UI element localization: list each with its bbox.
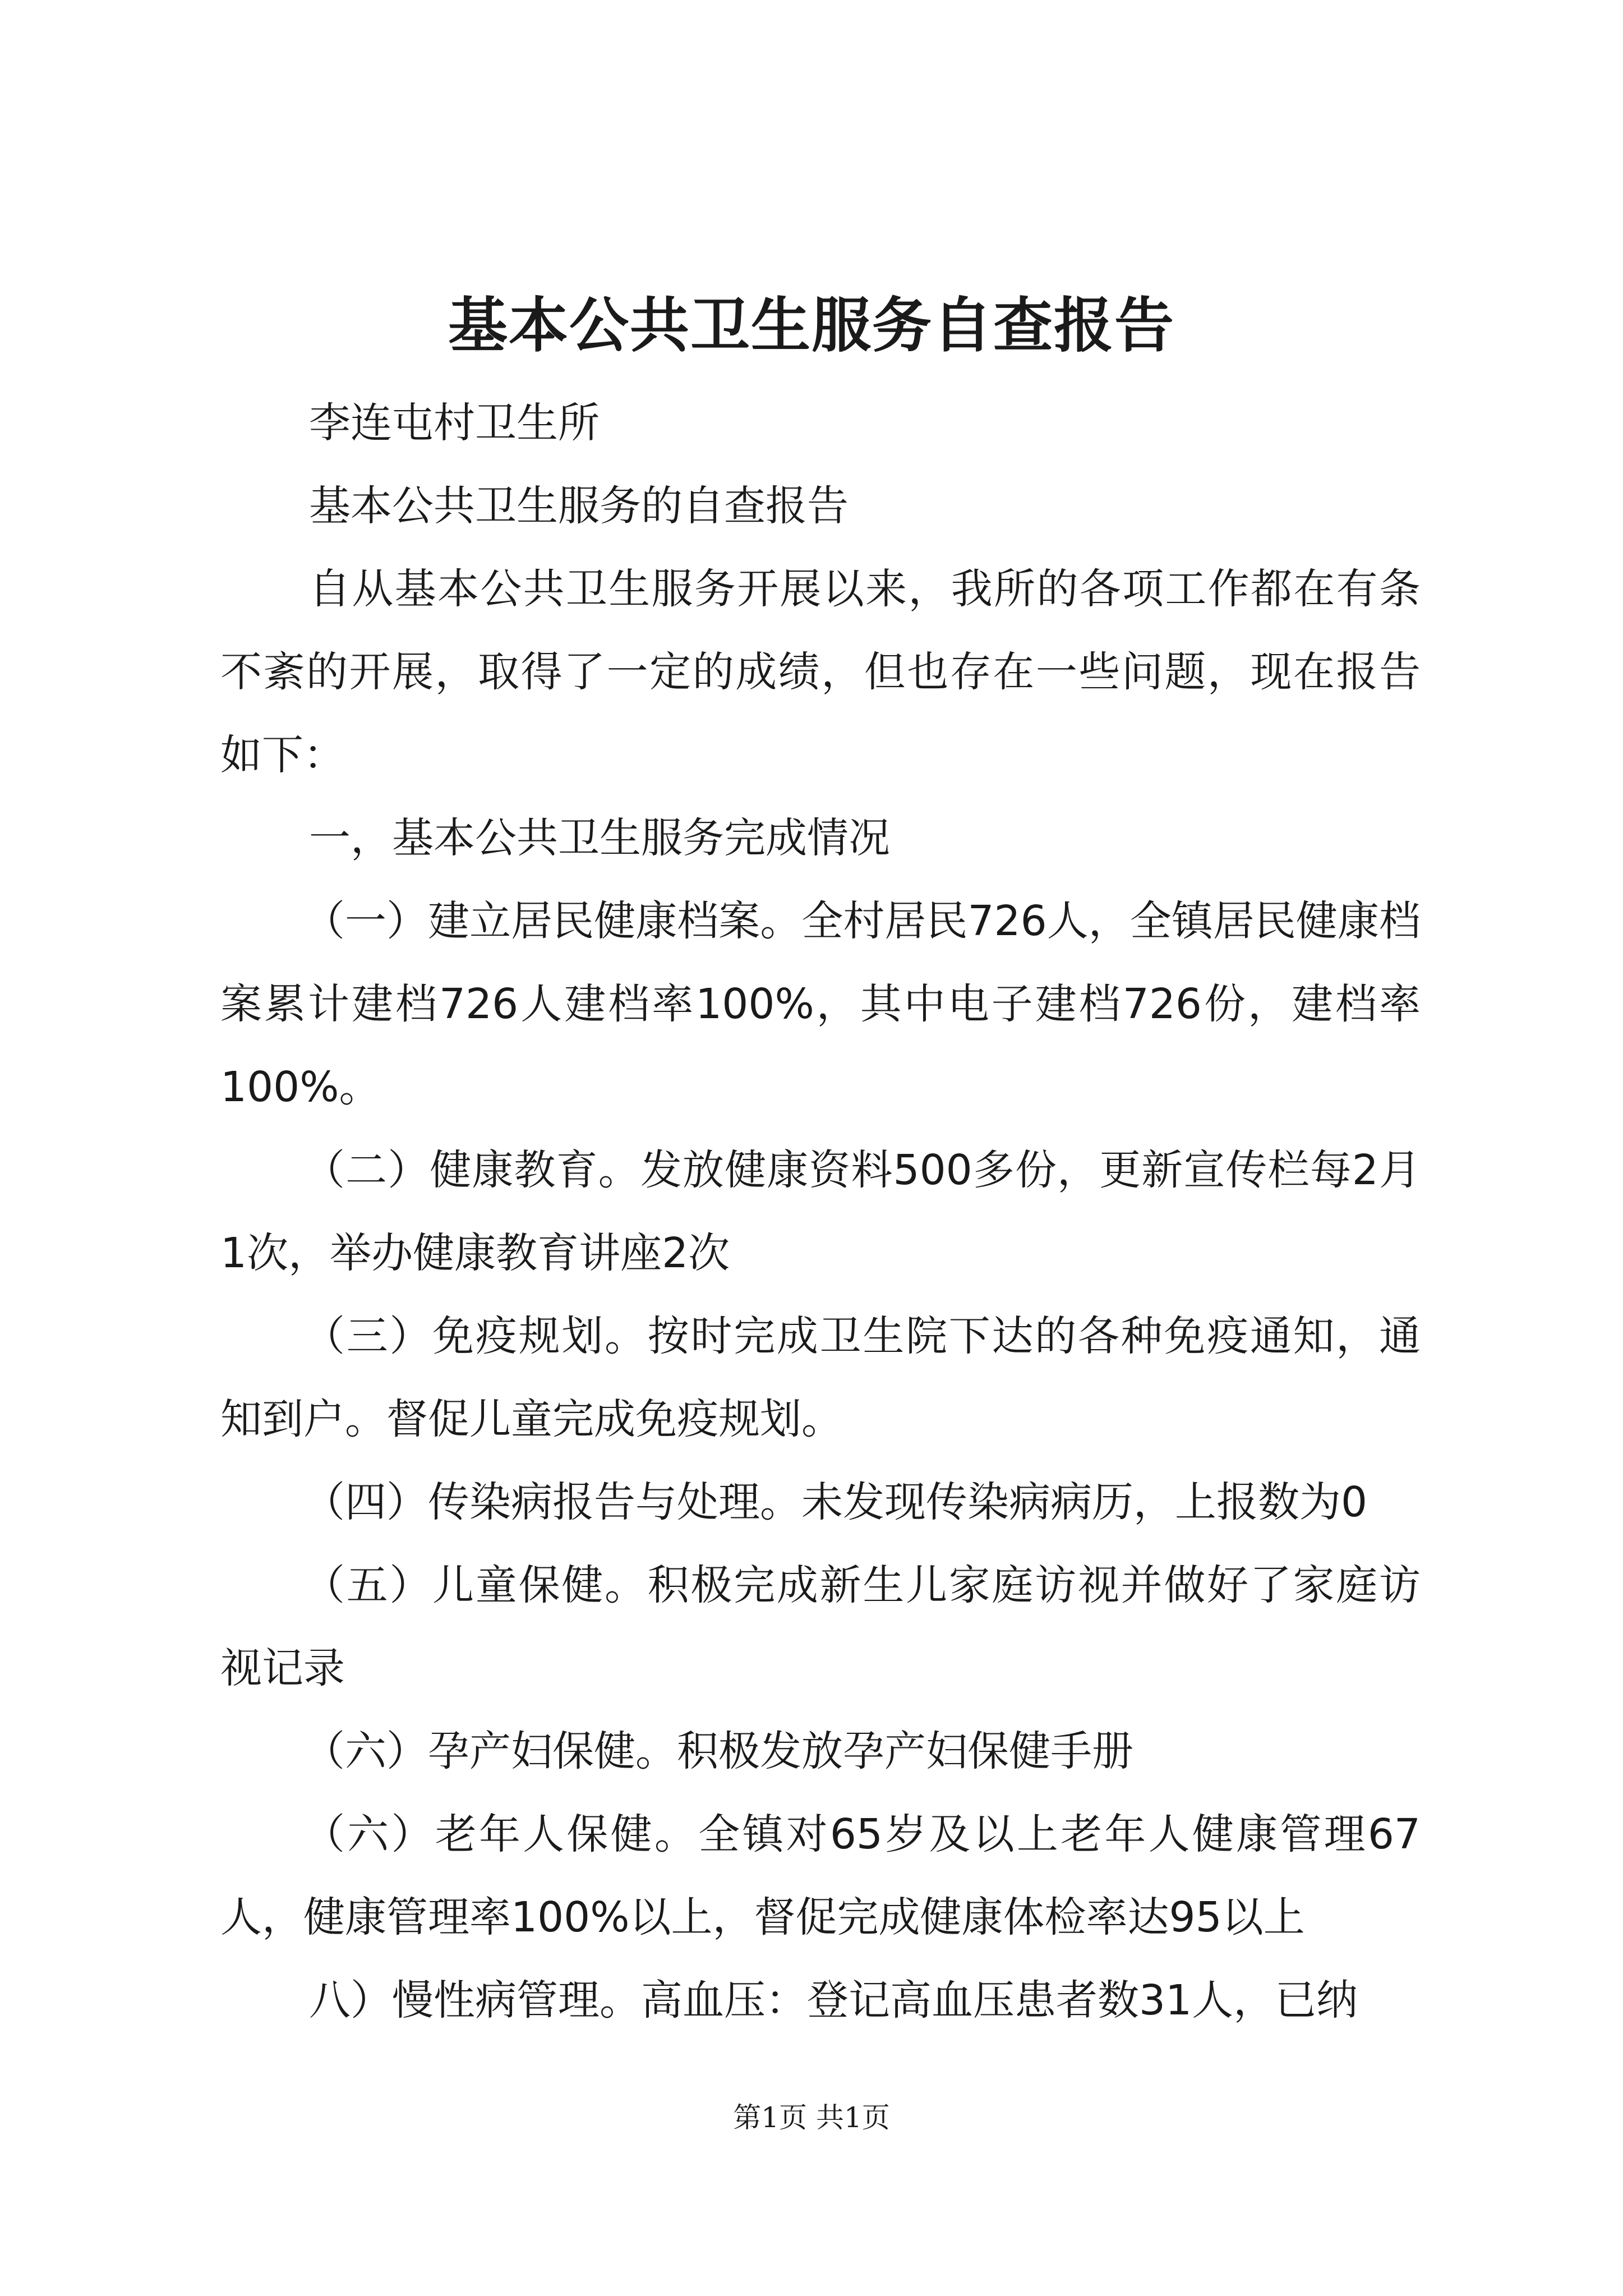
paragraph-infectious-disease: （四）传染病报告与处理。未发现传染病病历，上报数为0	[303, 1478, 1368, 1526]
paragraph-health-education: （二）健康教育。发放健康资料500多份，更新宣传栏每2月1次，举办健康教育讲座2次	[220, 1146, 1421, 1277]
paragraph-child-health: （五）儿童保健。积极完成新生儿家庭访视并做好了家庭访视记录	[220, 1561, 1421, 1692]
paragraph-immunization: （三）免疫规划。按时完成卫生院下达的各种免疫通知，通知到户。督促儿童完成免疫规划。	[220, 1312, 1421, 1443]
paragraph-section-heading: 一，基本公共卫生服务完成情况	[309, 814, 890, 862]
paragraph-elderly-health: （六）老年人保健。全镇对65岁及以上老年人健康管理67人，健康管理率100%以上，督促完成健康体检率达95以上	[220, 1810, 1421, 1941]
page-footer: 第1页 共1页	[733, 2101, 890, 2134]
document-body	[220, 381, 1421, 2042]
paragraph-intro: 自从基本公共卫生服务开展以来，我所的各项工作都在有条不紊的开展，取得了一定的成绩，但也存在一些问题，现在报告如下：	[220, 565, 1421, 779]
paragraph-health-records: （一）建立居民健康档案。全村居民726人，全镇居民健康档案累计建档726人建档率100%，其中电子建档726份，建档率100%。	[220, 897, 1421, 1111]
paragraph-report-heading: 基本公共卫生服务的自查报告	[309, 482, 849, 530]
paragraph-organization: 李连屯村卫生所	[309, 399, 600, 447]
paragraph-chronic-disease: 八）慢性病管理。高血压：登记高血压患者数31人，已纳	[309, 1976, 1358, 2024]
paragraph-maternal-health: （六）孕产妇保健。积极发放孕产妇保健手册	[303, 1727, 1133, 1775]
document-title: 基本公共卫生服务自查报告	[448, 290, 1175, 360]
